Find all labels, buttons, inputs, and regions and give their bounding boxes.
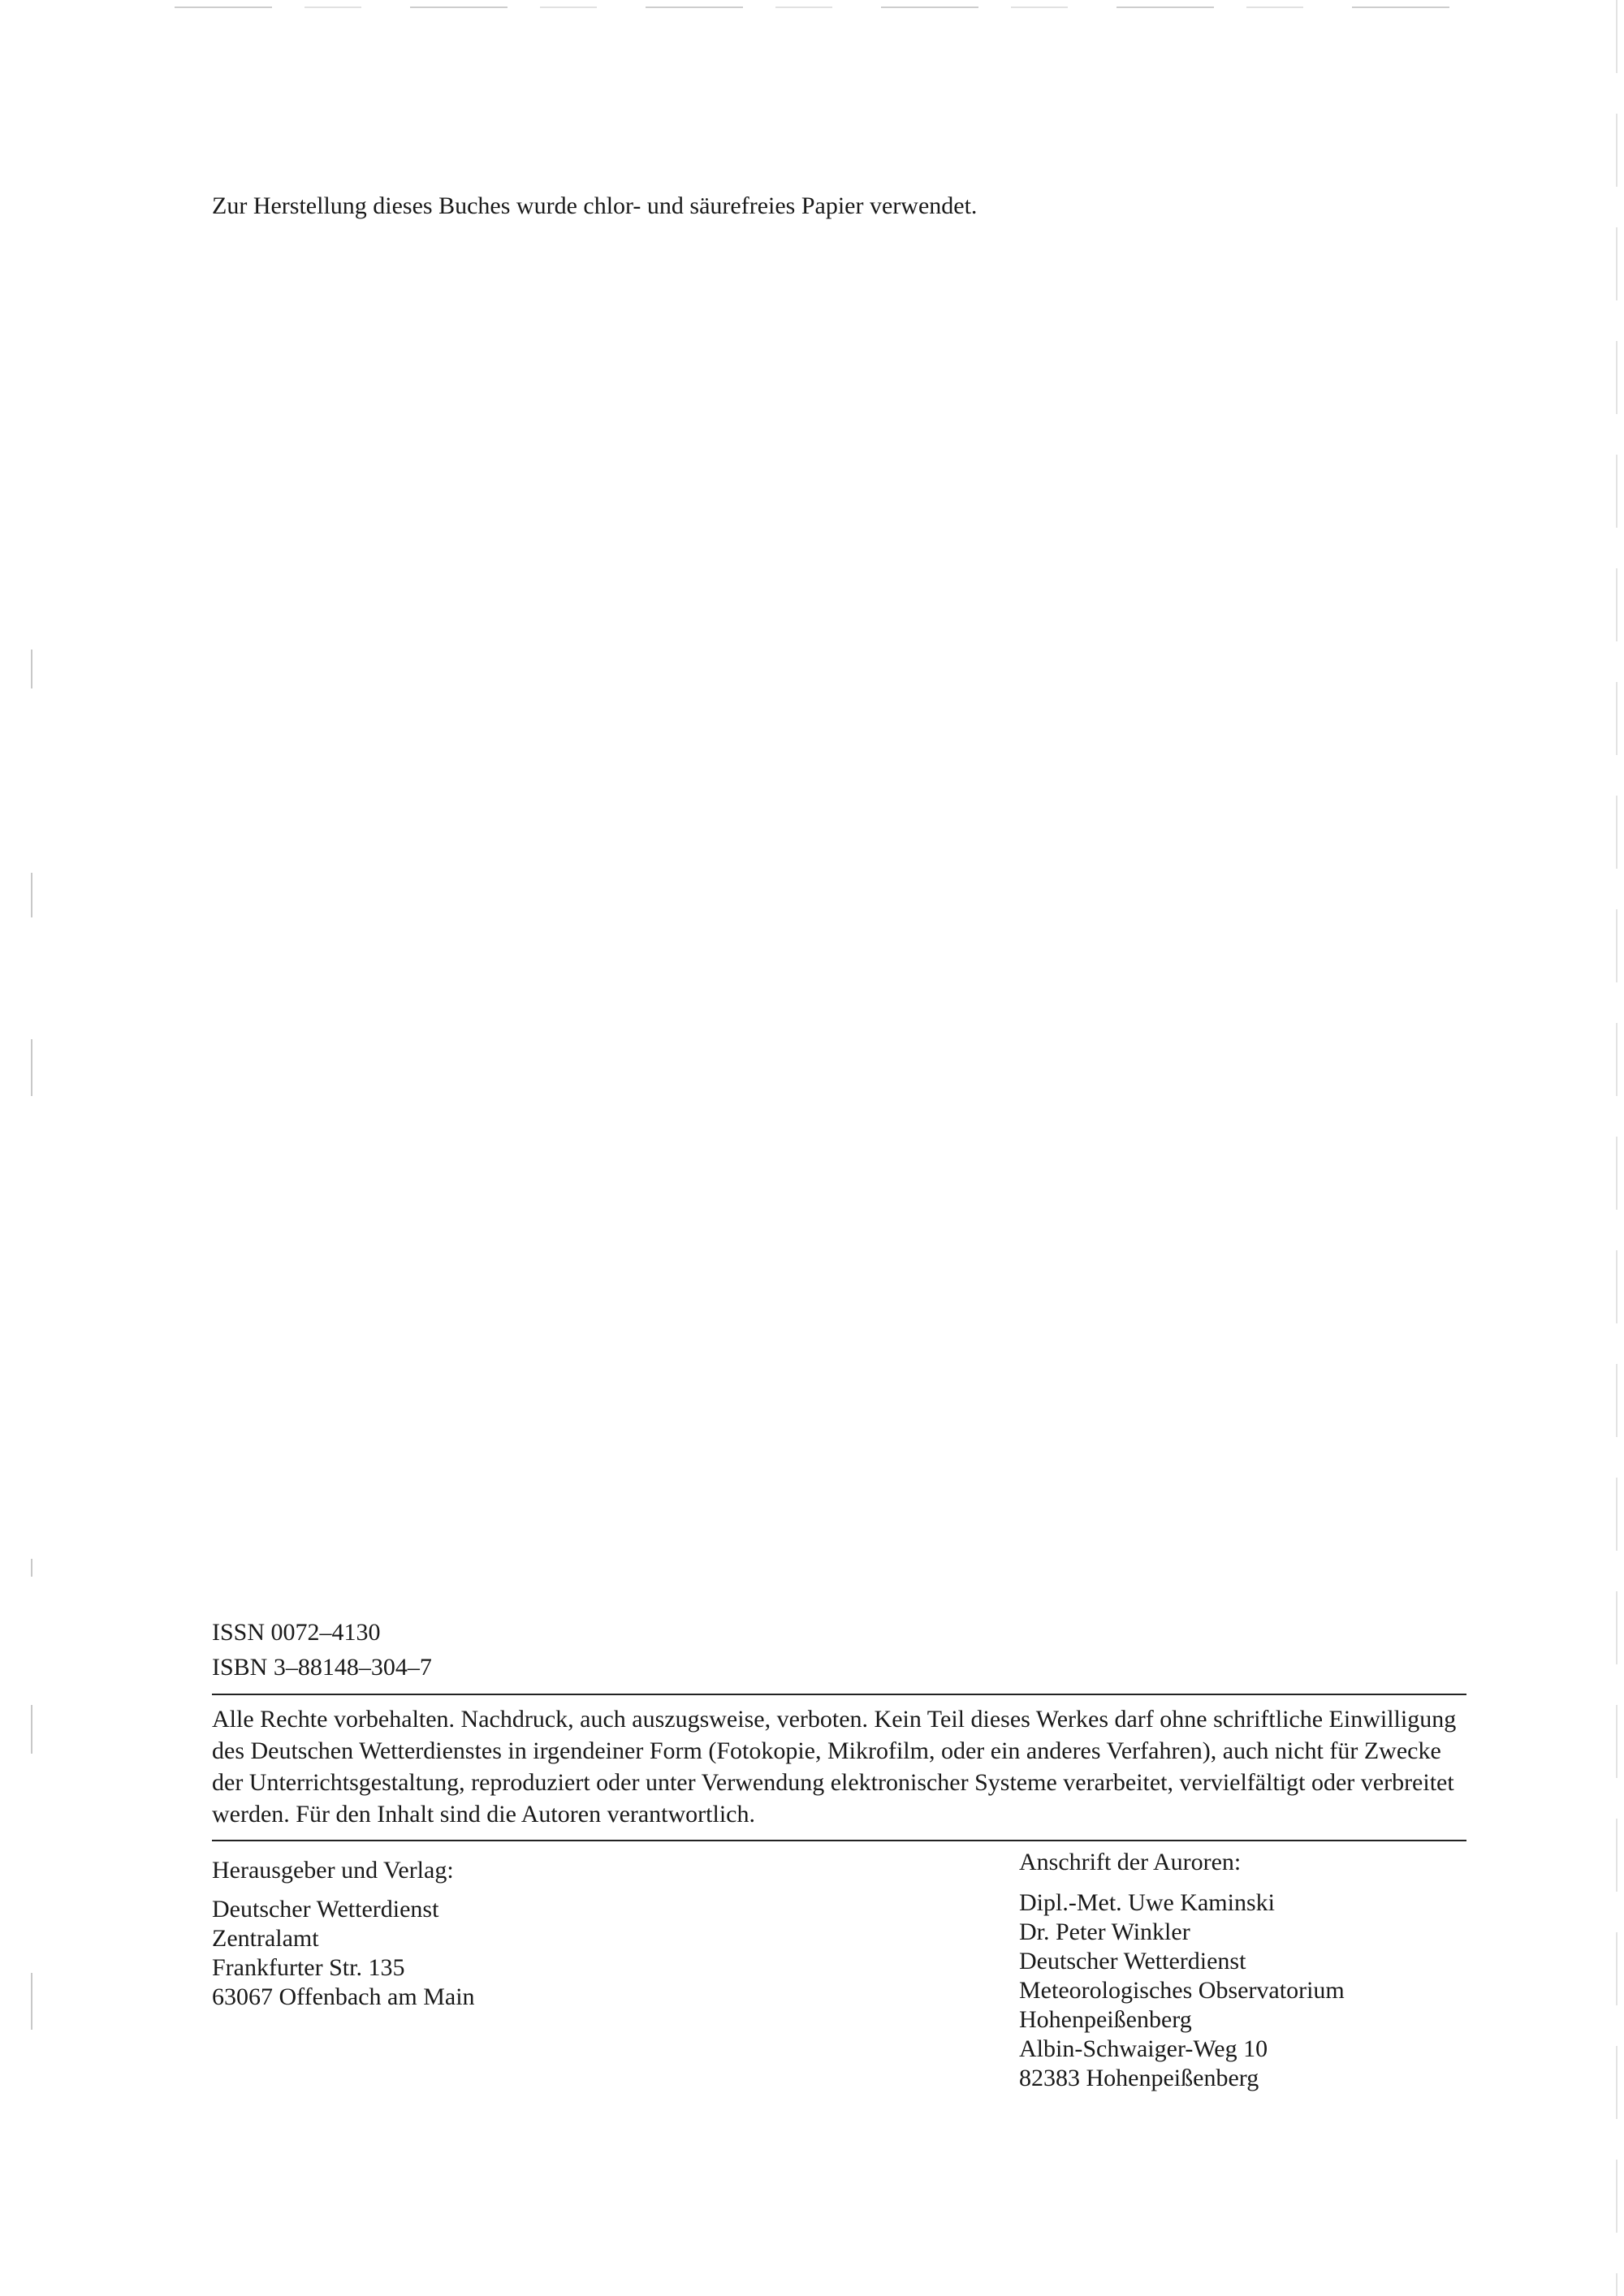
divider-bottom <box>212 1840 1466 1841</box>
rights-notice <box>212 1703 1471 1830</box>
scan-mark-left <box>31 1705 32 1754</box>
publisher-block <box>212 1856 475 2012</box>
scan-edge-top <box>175 6 1449 8</box>
authors-line: Hohenpeißenberg <box>1019 2006 1192 2033</box>
authors-line: 82383 Hohenpeißenberg <box>1019 2065 1259 2091</box>
rights-line: des Deutschen Wetterdienstes in irgendeiner Form (Fotokopie, Mikrofilm, oder ein anderes Verfahren), auch nicht für Zwecke <box>212 1737 1441 1764</box>
rights-line: werden. Für den Inhalt sind die Autoren verantwortlich. <box>212 1801 755 1828</box>
scan-mark-left <box>31 1559 32 1577</box>
scan-mark-left <box>31 650 32 688</box>
publisher-line: Deutscher Wetterdienst <box>212 1896 439 1923</box>
authors-line: Dipl.-Met. Uwe Kaminski <box>1019 1889 1275 1916</box>
isbn-number: ISBN 3–88148–304–7 <box>212 1654 432 1681</box>
scan-mark-left <box>31 1039 32 1096</box>
rights-line: der Unterrichtsgestaltung, reproduziert oder unter Verwendung elektronischer Systeme verarbeitet, vervielfältigt oder verbreitet <box>212 1769 1454 1796</box>
authors-line: Deutscher Wetterdienst <box>1019 1948 1246 1974</box>
authors-line: Dr. Peter Winkler <box>1019 1918 1190 1945</box>
issn-number: ISSN 0072–4130 <box>212 1619 381 1646</box>
scan-edge-right <box>1616 0 1618 2296</box>
publisher-line: 63067 Offenbach am Main <box>212 1983 475 2010</box>
publisher-heading: Herausgeber und Verlag: <box>212 1857 454 1884</box>
divider-top <box>212 1694 1466 1695</box>
scan-mark-left <box>31 873 32 917</box>
authors-address-block <box>1019 1848 1345 2093</box>
publisher-line: Frankfurter Str. 135 <box>212 1954 405 1981</box>
authors-line: Albin-Schwaiger-Weg 10 <box>1019 2035 1268 2062</box>
publisher-line: Zentralamt <box>212 1925 319 1952</box>
paper-note: Zur Herstellung dieses Buches wurde chlor- und säurefreies Papier verwendet. <box>212 192 978 219</box>
authors-heading: Anschrift der Auroren: <box>1019 1849 1242 1875</box>
rights-line: Alle Rechte vorbehalten. Nachdruck, auch auszugsweise, verboten. Kein Teil dieses Werkes darf ohne schriftliche Einwilligung <box>212 1706 1457 1733</box>
authors-line: Meteorologisches Observatorium <box>1019 1977 1345 2004</box>
scan-mark-left <box>31 1973 32 2030</box>
